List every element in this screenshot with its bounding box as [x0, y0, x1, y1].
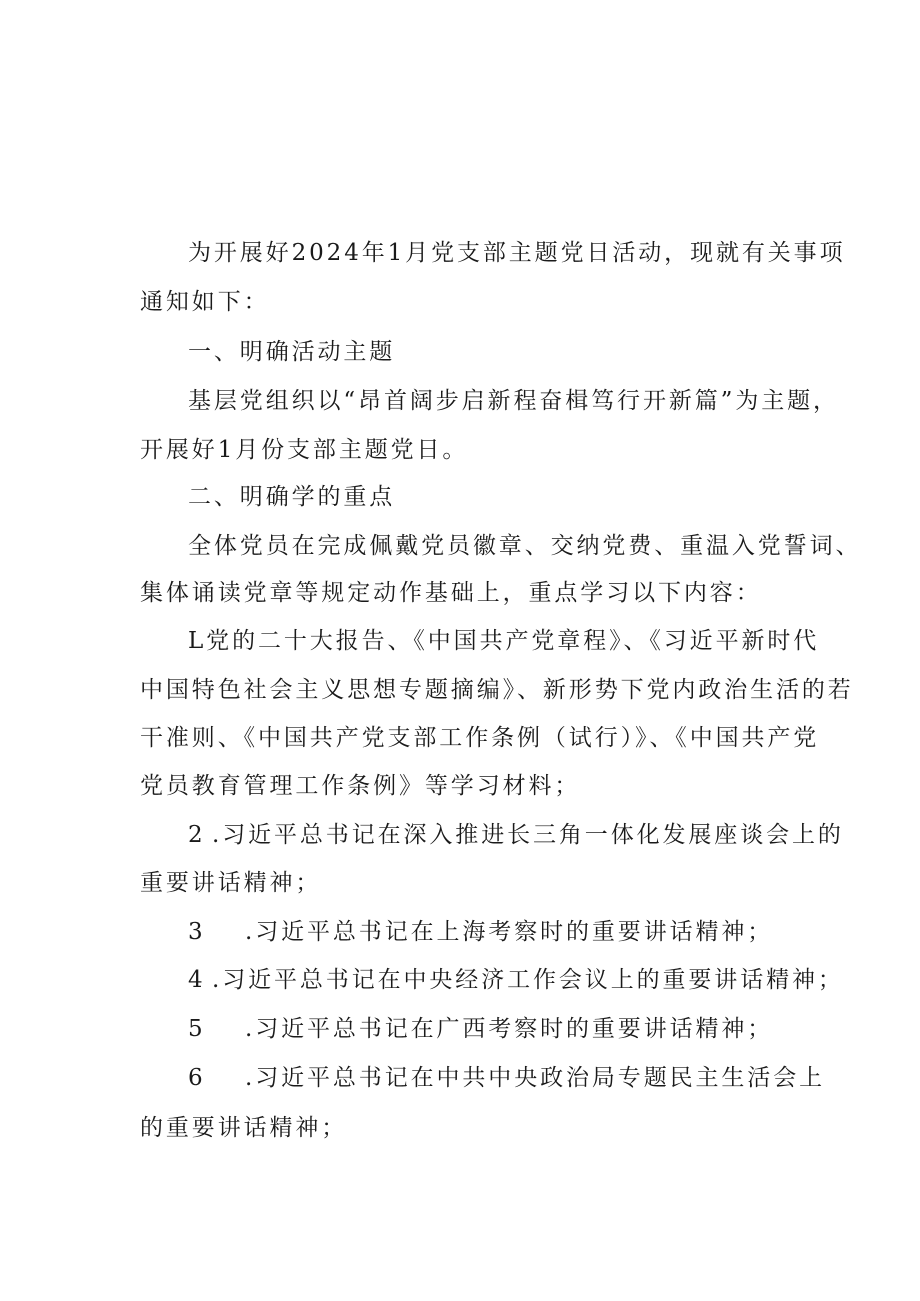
- item-5-number: 5: [188, 1016, 203, 1042]
- item-1-line-1: L党的二十大报告、《中国共产党章程》、《习近平新时代: [188, 628, 820, 654]
- section-1-line-2: 开展好1月份支部主题党日。: [140, 437, 469, 463]
- section-2-line-2: 集体诵读党章等规定动作基础上，重点学习以下内容：: [140, 580, 762, 606]
- intro-line-1: 为开展好2024年1月党支部主题党日活动，现就有关事项: [188, 240, 846, 266]
- section-2-heading: 二、明确学的重点: [188, 484, 396, 510]
- item-6-line-2: 的重要讲话精神；: [140, 1115, 348, 1141]
- section-1-heading: 一、明确活动主题: [188, 339, 396, 365]
- item-1-line-4: 党员教育管理工作条例》等学习材料；: [140, 773, 581, 799]
- item-3-number: 3: [188, 919, 203, 945]
- item-5-text: .习近平总书记在广西考察时的重要讲话精神；: [245, 1016, 774, 1042]
- item-1-line-2: 中国特色社会主义思想专题摘编》、新形势下党内政治生活的若: [140, 677, 854, 703]
- item-4-number: 4: [188, 967, 203, 993]
- intro-line-2: 通知如下：: [140, 289, 270, 315]
- item-2-line-2: 重要讲话精神；: [140, 870, 322, 896]
- item-1-line-3: 干准则、《中国共产党支部工作条例（试行）》、《中国共产党: [140, 725, 820, 751]
- item-2-line-1: .习近平总书记在深入推进长三角一体化发展座谈会上的: [212, 822, 844, 848]
- item-3-text: .习近平总书记在上海考察时的重要讲话精神；: [245, 919, 774, 945]
- item-6-line-1: .习近平总书记在中共中央政治局专题民主生活会上: [245, 1065, 826, 1091]
- item-4-text: .习近平总书记在中央经济工作会议上的重要讲话精神；: [212, 967, 844, 993]
- item-2-number: 2: [188, 822, 203, 848]
- section-2-line-1: 全体党员在完成佩戴党员徽章、交纳党费、重温入党誓词、: [188, 533, 862, 559]
- item-6-number: 6: [188, 1065, 203, 1091]
- section-1-line-1: 基层党组织以“昂首阔步启新程奋楫笃行开新篇”为主题，: [188, 388, 839, 414]
